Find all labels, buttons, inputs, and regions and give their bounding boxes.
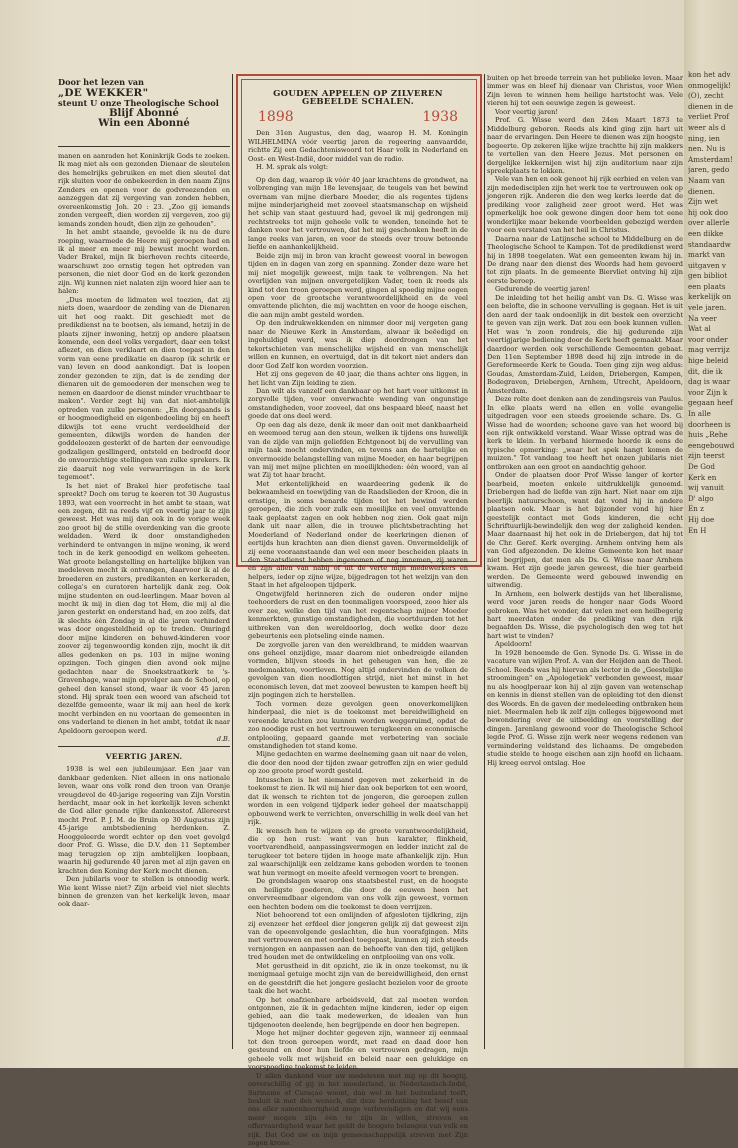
subscription-promo <box>58 77 230 130</box>
article-title: GOUDEN APPELEN OP ZILVEREN GEBEELDE SCHALEN. <box>273 89 443 108</box>
promo-line-1: Door het lezen van <box>58 77 144 87</box>
signature: d.B. <box>216 735 230 744</box>
paragraph: Deze rolte doet denken aan de zendingsreis van Paulus. In elke plaats werd na ellen en volle evangelie uitgedragen voor een steeds groeiende schare. Ds. G. Wisse had de woorden; schoone gave van het woord bij een rijk ontwikkeld verstand. Waar Wisse optrad was de kerk te klein. In verband hiermede hoorde ik eens de typische opmerking: „waar het spek hangt komen de muizen." Tot vandaag toe heeft het onzen jubilaris niet ontbroken aan een groot en aandachtig gehoor. <box>487 395 683 471</box>
paragraph: Op een dag als deze, denk ik meer dan ooit met dankbaarheid en weemoed terug aan den steun, welken ik tijdens ons huwelijk van de zijde van mijn geliefden Echtgenoot bij de vervulling van mijn taak mocht ondervinden, en tevens aan de hartelijke en onvermoeide belangstelling van mijne Moeder, en haar begrijpen van mij met mijne plichten en moeilijkheden: één woord, van al wat Zij tot haar bracht. <box>248 420 468 480</box>
paragraph: buiten op het breede terrein van het publieke leven. Maar immer was en bleef hij dienaar van Christus, voor Wien Zijn leven te winnen hem heilige hartstocht was. Vele vieren hij tot een eeuwige zegen is geweest. <box>487 74 683 108</box>
paragraph: Voor veertig jaren! <box>495 107 559 116</box>
column-rule <box>232 74 233 1049</box>
edge-text-line: En H <box>688 525 707 535</box>
paragraph: Niet behoorend tot een omlijnden of afgesloten tijdkring, zijn zij evenzeer het erfdeel dier jongeren gelijk zij dat geweest zijn van de opeenvolgende geslachten, die hun voorafgingen. Mits met vertrouwen en met oordeel toegepast, kunnen zij zich steeds vernjongen en aanpassen aan de behoefte van den tijd, gelijken tred houden met de ontwikkeling en ontplooiing van ons volk. <box>248 911 468 962</box>
promo-line-4: Blijf Abonné <box>109 107 179 119</box>
edge-text-line: hige beleid <box>688 356 729 366</box>
paragraph: Beide zijn mij in bron van kracht geweest vooral in bewogen tijden en in dagen van zorg en spanning. Zonder deze ware het mij niet mogelijk geweest, mijn taak te volbrengen. Na het overlijden van mijnen onvergetelijken Vader, toen ik reeds als kind tot den troon geroepen werd, gingen al spoedig mijne oogen open voor de grootsche verantwoordelijkheid en de veel omvattende plichten, die mij wachtten en voor de hooge eischen, die aan mijn ambt gesteld worden. <box>248 251 468 319</box>
paragraph: Den jubilaris voor te stellen is onnoodig werk. Wie kent Wisse niet? Zijn arbeid viel niet slechts binnen de grenzen van het kerkelijk leven, maar ook daar- <box>58 875 230 909</box>
edge-text-line: jaren, gedo <box>688 165 730 175</box>
paragraph: manen en aanraden het Koninkrijk Gods te zoeken. Ik mag niet als een gezonden Dienaar de sleutelen des hemelrijks gebruiken en met dien sleutel dat rijk sluiten voor de onbekeerden in den naam Zijns Zenders en openen voor de godvreezenden en aanzeggen dat zij vergeving van zonden hebben, overeenkomstig Joh. 20 : 23. „Zoo gij iemands zonden vergeeft, dien worden zij vergeven, zoo gij iemands zonden houdt, dien zijn ze gehouden". <box>58 152 230 228</box>
paragraph: Op het onafzienbare arbeidsveld, dat zal moeten worden ontgonnen, zie ik in gedachten mijne kinderen, ieder op eigen gebied, aan die taak medewerken, de idealen van hun tijdgenooten deelende, hen begrijpende en door hen begrepen. <box>248 995 468 1029</box>
edge-text-line: voor Zijn k <box>688 387 728 397</box>
paragraph: Dan wilt als vanzelf een dankbaar op het hart voor uitkomst in zorgvolle tijden, voor onverwachte wending van ongunstige omstandigheden, voor zooveel, dat ons bespaard bleef, naast het goede dat ons deel werd. <box>248 386 468 421</box>
edge-text-line: verliet Prof <box>688 112 730 122</box>
promo-line-3: steunt U onze Theologische School <box>58 98 219 108</box>
paragraph: Het zij ons gegeven de 40 jaar, die thans achter ons liggen, in het licht van Zijn leiding te zien. <box>248 370 468 387</box>
paragraph: „Dus moeten de lidmaten wel toezien, dat zij niets doen, waardoor de zending van de Dienaren uit het oog raakt. Dit geschiedt met de predikdienst na te bootsen, als iemand, hetzij in de plaats zijner inwoning, hetzij op andere plaatsen komende, een deel volks vergadert, daar een tekst aflezet, en dien verklaart en dien toepast in den vorm van eene predikatie en daarop (ik schrik er van) leven en dood aankondigt. Dat is loopen zonder gezonden te zijn, dat is de zending der dienaren uit de gemoederen der menschen weg te nemen en daardoor de dienst minder vruchtbaar te maken". Verder zegt hij van dat niet-ambtelijk optreden van zulke personen: „En doorgaands is er hoogmoedigheid en eigenbedoeling bij en heeft dikwijls tot eene vrucht verdeeldheid der gemeenten, dikwijls worden de handen der goddeloozen gesterkt of de harten der eenvoudige godzaligen gesllingerd, ontsteld en bedroefd door de onvoorzichtige stellingen van zulke sprekers. Ik zie daaruit nog vele verwarringen in de kerk tegemoet". <box>58 295 230 482</box>
edge-text-line: een plaats <box>688 281 726 291</box>
paragraph: Mijne gedachten en warme deelneming gaan uit naar de velen, die door den nood der tijden zwaar getroffen zijn en wier geduld op zoo groote proef wordt gesteld. <box>248 750 468 776</box>
paragraph: Moge het mijner dochter gegeven zijn, wanneer zij eenmaal tot den troon geroepen wordt, met raad en daad door hen gesteund en door hun liefde en vertrouwen gedragen, mijn geheele volk met wijsheid en beleid naar een gelukkige en voorspoedige toekomst te leiden. <box>248 1029 468 1072</box>
edge-text-line: Hij doe <box>688 514 715 524</box>
paragraph: H. M. sprak als volgt: <box>256 163 329 172</box>
edge-text-line: voor onder <box>688 334 728 344</box>
edge-text-line: eengebouwd <box>688 440 735 450</box>
edge-text-line: gen bibliot <box>688 271 728 281</box>
edge-text-line: En z <box>688 504 704 514</box>
paragraph: De zorgvolle jaren van den wereldbrand, te midden waarvan ons geheel onzijdige, maar daarom niet onbedreigde eilanden vormden, blijven steeds in het geheugen van hen, die ze medemaakten, voortleven. Nog altijd ondervinden de volken de gevolgen van dien noodlottigen strijd, niet het minst in het economisch leven, dat met zooveel bewusten te kampen heeft bij zijn pogingen zich te herstellen. <box>248 640 468 700</box>
section-divider <box>58 746 230 747</box>
promo-line-2: „DE WEKKER" <box>58 86 149 99</box>
edge-text-line: onmogelijk! <box>688 80 732 90</box>
column-rule <box>484 74 485 1049</box>
paragraph: Ik wensch hen te wijzen op de groote verantwoordelijkheid, die op hen rust: want van hun karakter, flinkheid, voortvarendheid, aanpassingsvermogen en ledder inzicht zal de terugkeer tot betere tijden in hooge mate afhankelijk zijn. Hun zal waarschijnlijk een zeldzame kans geboden worden te toonen wat hun vermogt en moeite afeeld vermogen voort te brengen. <box>248 826 468 877</box>
adjacent-page-edge <box>684 0 738 1068</box>
edge-text-line: gegaan heef <box>688 398 733 408</box>
adjacent-page-text <box>688 70 738 536</box>
paragraph: Prof. G. Wisse werd den 24en Maart 1873 te Middelburg geboren. Reeds als kind ging zijn hart uit naar de ervaringen. Den Heere te dienen was zijn hoogste begeerte. Op zekeren lijke wijze trachtte hij zijn makkers te vertellen van den Heere Jezus. Met personen en dergelijke lekkernijen wist hij zijn auditorium naar zijn spreekplaats te lokken. <box>487 116 683 175</box>
edge-text-line: doorheen is <box>688 419 731 429</box>
paragraph: Ongetwijfeld herinneren zich de ouderen onder mijne toehoorders de rust en den toenmaligen voorspoed, zooo hier als over zee, welke den tijd van het regentschap mijner Moeder kenmerkten, gunstige omstandigheden, die voortduurden tot het uitbreken van den wereldoorlog, doch welke door deze gebeurtenis een plotseling einde namen. <box>248 589 468 641</box>
paragraph: Daarna naar de Latijnsche school te Middelburg en de Theologische School te Kampen. Tot de predikdienst werd hij in 1898 toegelaten. Wat een gemeenten kwam hij in. De drang naar den dienst des Woords had hem gevoerd tot zijn plaats. In de gemeente Biervliet ontving hij zijn eerste beroep. <box>487 234 683 285</box>
edge-text-line: huis „Rehe <box>688 430 728 440</box>
paragraph: Apeldoorn! <box>495 640 533 649</box>
edge-text-line: Na veer <box>688 313 717 323</box>
edge-text-line: standaardw <box>688 239 731 249</box>
edge-text-line: Kerk en <box>688 472 717 482</box>
edge-text-line: dienen. <box>688 186 715 196</box>
paragraph: Intusschen is het niemand gegeven met zekerheid in de toekomst te zien. Ik wil mij hier dan ook beperken tot een woord, dat ik wensch te richten tot de jongeren, die geroepen zullen worden in een volgend tijdperk ieder geheel der maatschappij opbouwend werk te verrichten, onverschillig in welk deel van het rijk. <box>248 775 468 827</box>
edge-text-line: In alle <box>688 409 711 418</box>
edge-text-line: Naam van <box>688 175 725 185</box>
edge-text-line: uitgaven v <box>688 260 726 270</box>
paragraph: In Arnhem, een bolwerk destijds van het liberalisme, werd voor jaren reeds de honger naar Gods Woord gebroken. Was het wonder, dat velen met een heilbegerig hart meerdaten onder de prediking van den rijk begaafden Ds. Wisse, die psychologisch den weg tot het hart wist te vinden? <box>487 589 683 640</box>
jubilee-years <box>248 108 468 125</box>
edge-text-line: Zijn wet <box>688 197 718 207</box>
edge-text-line: een dikke <box>688 228 724 238</box>
paragraph: Is het niet of Brakel hier profetische taal spreekt? Doch om terug te keeren tot 30 Augustus 1893, wat een voorrecht in het ambt te staan, wat een zegen, dit na reeds vijf en veertig jaar te zijn geweest. Het was mij dan ook in de vorige week zoo groot bij de stille overdenking van die groote weldaden. Werd ik door omstandigheden verhinderd te ontvangen in mijne woning, ik werd toch in de kerk genoodigd en welkom geheeten. Wat groote belangstelling en hartelijke blijken van medeleven mocht ik ontvangen, daarvoor ik al de broederen en zusters, predikanten en kerkeraden, collega's en curatoren hartelijk dank zeg. Ook mijne studenten en oud-leerlingen. Maar boven al mocht ik mij in dien dag tot Hem, die mij al die jaren gesterkt en onderstand had, en zoo zelfs, dat ik slechts één Zondag in al die jaren verhinderd was door ongesteldheid op te treden. Omringd door mijne kinderen en behuwd-kinderen voor zoover zij tegenwoordig konden zijn, mocht ik dit alles gedenken en ps. 103 in mijne woning opzingen. Toch gingen dien avond ook mijne gedachten naar de Snoekstraatkerk te 's-Gravenhage, waar mijn opvolger aan de School, op geheel den kansel stond, waar ik voor 45 jaren stond. Hij sprak toen een woord van afscheid tot dezelfde gemeente, waar ik mij aan heel de kerk mocht verbinden en nu voortaan de gemeenten in ons vaderland te dienen in het ambt, totdat ik naar Apeldoorn geroepen werd. <box>58 481 230 735</box>
edge-text-line: vele jaren. <box>688 303 727 313</box>
edge-text-line: wij vanuit <box>688 483 724 493</box>
promo-divider <box>58 146 230 147</box>
column-center <box>236 74 480 1148</box>
year-end: 1938 <box>422 108 458 125</box>
edge-text-line: weer als d <box>688 122 726 132</box>
paragraph: Toch vormen deze gevolgen geen onoverkomelijken hinderpaal, die niet is de toekomst met bereidwilligheid en vereende krachten zou kunnen worden weggeruimd, opdat de zoo noodige rust en het vertrouwen terugkeeren en economische ontplooiing, gepaard gaande met verbetering van sociale omstandigheden tot stand kome. <box>248 699 468 750</box>
edge-text-line: ning, ien <box>688 133 720 143</box>
paragraph: Met erkentelijkheid en waardeering gedenk ik de bekwaamheid en toewijding van de Raadslieden der Kroon, die in ernstige, in soms benarde tijden tot het bewind werden geroepen, die zich voor zulk een moeilijke en veel omvattende taak geplaatst zagen en ook hebben nog zien. Ook gaat mijn dank uit naar allen, die in trouwe plichtsbetrachting het Moederland of Nederland onder de keerkringen dienen of eertijds hun krachten aan dien dienst gaven. Onvermeldelijk of zij eene vooraanstaande dan wel een meer bescheiden plaats in den Staatsdienst hebben ingenomen of nog innemen, zij waren en zijn allen van nabij of uit de verte mijn medewerkers en helpers, ieder op zijne wijze, bijgedragen tot het welzijn van den Staat in het afgeloopen tijdperk. <box>248 479 468 590</box>
paragraph: Op den indrukwekkenden en nimmer door mij vergeten gang naar de Nieuwe Kerk in Amsterdam, alwaar ik beëedigd en ingehuldigd werd, was ik diep doordrongen van het tekortschieten van menschelijke wijsheid en van menschelijk willen en kunnen, en overtuigd, dat in dit tekort niet anders dan door God Zelf kon worden voorzien. <box>248 319 468 370</box>
edge-text-line: over allerle <box>688 218 730 228</box>
edge-text-line: nen. Nu is <box>688 144 726 154</box>
edge-text-line: De God <box>688 461 715 471</box>
paragraph: Met gerustheid in dit opzicht, zie ik in onze toekomst, nu ik menigmaal getuige mocht zijn van de bereidwilligheid, den ernst en de geestdrift die het jongere geslacht bezielen voor de groote taak die het wacht. <box>248 961 468 996</box>
year-start: 1898 <box>258 108 294 125</box>
paragraph: U allen dankend voor uw medeleven met mij op dit hoogtij, onverschillig of gij in het moederland, in Nederlandsch-Indië, Suriname of Curaçao woont, dan wel in het buitenland toeft, besluit ik met den wensch, dat deze herdenking het besef van ons aller samenhoorigheid moge verlevendigen en dat wij eens meer mogen zijn één te zijn in willen, streven en offervaardigheid waar het geldt de hoogste belangen van volk en rijk. Dat God uw en mijn gemeenschappelijk streven met Zijn zegen krone. <box>248 1071 468 1148</box>
edge-text-line: hij ook doo <box>688 207 728 217</box>
edge-text-line: D' algo <box>688 493 714 503</box>
paragraph: Vele van hen en ook genoot hij rijk eerbied en velen van zijn mededisciplen zijn het werk toe te vertrouwen ook op jongeren rijk. Anderen die den weg kerks leerde dat de prediking voor zaligheid zeer groot werd. Het was opmerkelijk hoe ook gewone dingen door hem tot eene wonderlijke maar bekende voorbeelden gebezigd werden voor een verstand van het heil in Christus. <box>487 175 683 235</box>
paragraph: In het ambt staande, gevoelde ik nu de dure roeping, waarmede de Heere mij geroepen had en ik al meer en meer mij bewust mocht worden. Vader Brakel, mijn lk bierhoven rechts citeerde, waarschuwt zoo ernstig tegen het optreden van personen, die niet door God en de kerk gezonden zijn. Wij kunnen niet nalaten zijn woord hier aan te halen: <box>58 228 230 296</box>
edge-text-line: dag is waar <box>688 377 731 387</box>
paragraph: Den 31en Augustus, den dag, waarop H. M. Koningin WILHELMINA vóór veertig jaren de regeering aanvaardde, richtte Zij een Gedachteniswoord tot Haar volk in Nederland en Oost- en West-Indië, door middel van de radio. <box>248 129 468 163</box>
paragraph: De grondslagen waarop ons staatsbestel rust, en de hoogste en heiligste goederen, die door de eeuwen heen het onvervreemdbaar eigendom van ons volk zijn geweest, vormen een hechten bodem om die toekomst te doen verrijzen. <box>248 877 468 911</box>
paragraph: Gedurende de veertig jaren! <box>495 285 591 294</box>
paragraph: De inleiding tot het heilig ambt van Ds. G. Wisse was een belofte, die in schoone vervulling is gegaan. Het is uit den aard der taak ondoenlijk in dit bestek een overzicht te geven van zijn werk. Dat zou een boek kunnen vullen. Het was 'n zoon rondreis, die hij gedurende zijn veertigjarige bediening door de Kerk heeft gemaakt. Maar daardoor werden ook verschillende Gemeenten gebaat. Den 11en September 1898 deed hij zijn intrede in de Gereformeerde Kerk te Gouda. Toen ging zijn weg aldus: Goudas, Amsterdam-Zuid, Leiden, Driebergen, Kampen, Bodegraven, Driebergen, Arnhem, Utrecht, Apeldoorn, Amsterdam. <box>487 293 683 395</box>
column-right <box>487 74 683 767</box>
edge-text-line: zijn teerst <box>688 451 725 461</box>
paragraph: 1938 is wel een jubileumjaar. Een jaar van dankbaar gedenken. Niet alleen in ons nationale leven, waar ons volk rond den troon van Oranje vreugdevol de 40-jarige regeering van Zijn Vorstin herdacht, maar ook in het kerkelijk leven schenkt de God aller genade rijke dankensstof. Allereerst mocht Prof. P. J. M. de Bruin op 30 Augustus zijn 45-jarige ambtsbediening herdenken. Z. Hooggeleerde wordt echter op den voet gevolgd door Prof. G. Wisse, die D.V. den 11 September mag terugzien op zijn ambtelijken loopbaan, waarin hij gedurende 40 jaren met al zijn gaven en krachten den Koning der Kerk mocht dienen. <box>58 765 230 875</box>
edge-text-line: markt van <box>688 250 726 260</box>
edge-text-line: dienen in de <box>688 101 734 111</box>
promo-line-5: Win een Abonné <box>98 118 190 129</box>
edge-text-line: (O), zecht <box>688 91 724 101</box>
edge-text-line: kerkelijk on <box>688 292 732 302</box>
column-left <box>58 152 230 909</box>
edge-text-line: dit, die ik <box>688 366 723 376</box>
paragraph: Onder de plaatsen door Prof Wisse langer of korter bearbeid, moeten enkele uitdrukkelijk genoemd. Driebergen had de liefde van zijn hart. Niet naar om zijn heerlijk natuurschoon, want dat vond hij in andere plaatsen ook. Maar is het bijzonder vond hij hier geestelijk contact met Gods kinderen, die echt Schriftuurlijk-bewindelijk den weg der zaligheid kenden. Maar daarnaast hij het ook in de Driebergen, dat hij tot de Chr. Geref. Kerk overging. Arnhem ontving hem als van God afgezonden. De kleine Gemeente kon het maar niet begrijpen, dat men als Ds. G. Wisse naar Arnhem kwam. Het zijn goede jaren geweest, die hier gearbeid werden. De Gemeente werd gebouwd inwendig en uitwendig. <box>487 471 683 590</box>
paragraph: In 1928 benoemde de Gen. Synode Ds. G. Wisse in de vacature van wijlen Prof. A. van der Heijden aan de Theol. School. Reeds was hij hiervan als lector in de „Geestelijke stroomingen" en „Apologetiek" verbonden geweest, maar nu als hooglperaar kon hij al zijn gaven van wetenschap en kennis in dienst stellen van de opleiding tot den dienst des Woords. En de gaven der medeleeding ontbraken hem niet. Meermalen heb ik zelf zijn colleges bijgewoond met bewondering over de uitbeelding en voorstelling der dingen. Jarenlang gewoond voor de Theologische School legde Prof. G. Wisse zijn werk neer wegens redenen van vermindering veldstand des lichaams. De omgebeden studie stelde te hooge eischen aan zijn hoofd en lichaam. Hij kreeg eervol ontslag. Hoe <box>487 648 683 767</box>
edge-text-line: Amsterdam! <box>688 154 733 164</box>
edge-text-line: kon het adv <box>688 70 731 79</box>
edge-text-line: Wat al <box>688 324 711 334</box>
edge-text-line: mag verrijz <box>688 345 730 355</box>
section-heading: VEERTIG JAREN. <box>105 751 183 761</box>
paragraph: Op den dag, waarop ik vóór 40 jaar krachtens de grondwet, na volbrenging van mijn 18e levensjaar, de teugels van het bewind overnam van mijne dierbare Moeder, die als regentes tijdens mijne minderjarigheid met zooveel staatsmanschap en wijsheid het schip van staat gestuurd had, gevoel ik mij gedrongen mij rechtstreeks tot mijn geheele volk te wenden, teneinde het te danken voor het vertrouwen, dat het mij geschonken heeft in de lange reeks van jaren, en voor de steeds over trouw betoonde liefde en aanhankelijkheid. <box>248 175 468 252</box>
